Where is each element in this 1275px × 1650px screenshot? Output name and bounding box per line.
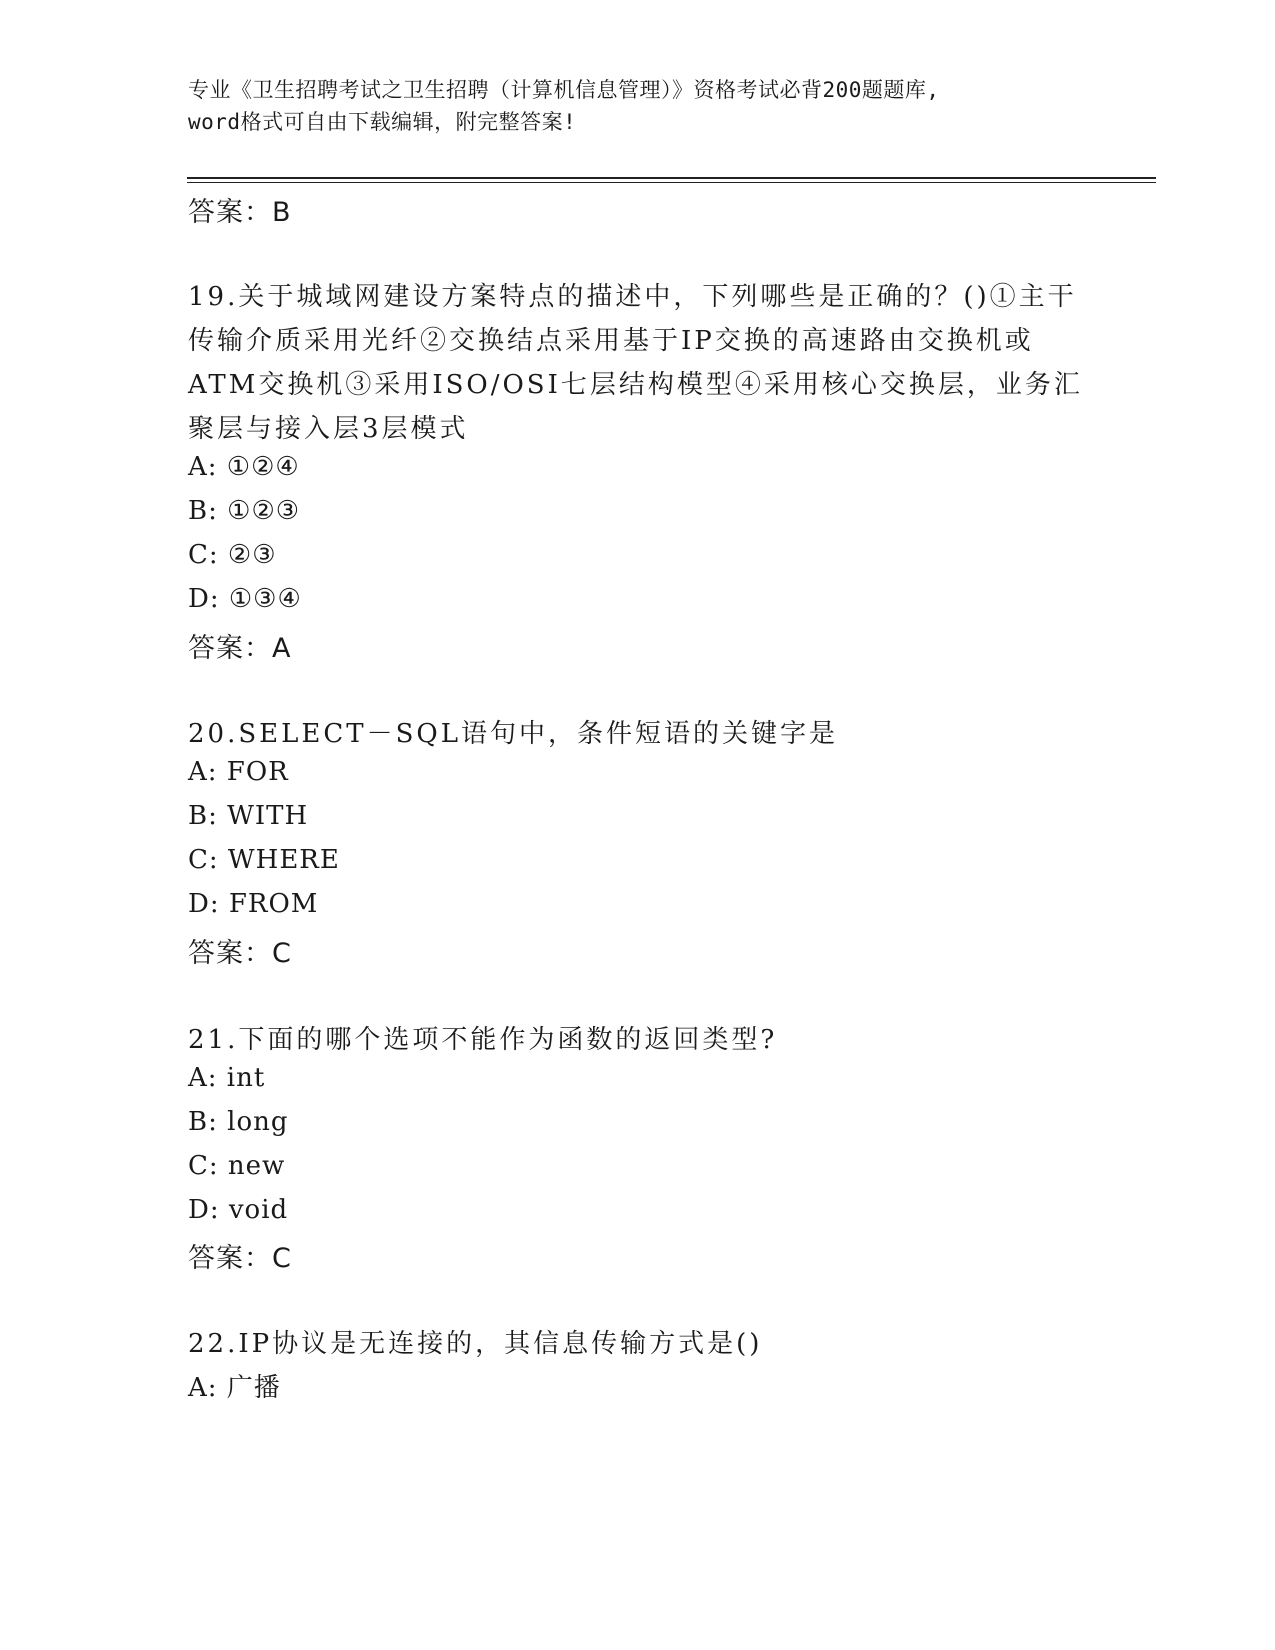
header-divider <box>187 177 1156 179</box>
option-b: B: WITH <box>188 801 309 831</box>
option-a: A: 广播 <box>188 1373 281 1403</box>
question-text-line: 22.IP协议是无连接的，其信息传输方式是() <box>188 1329 763 1359</box>
header-title-line-1: 专业《卫生招聘考试之卫生招聘（计算机信息管理）》资格考试必背200题题库, <box>188 78 940 102</box>
option-a: A: FOR <box>188 757 289 787</box>
question-text-line: 21.下面的哪个选项不能作为函数的返回类型? <box>188 1025 778 1055</box>
question-text-line: 19.关于城域网建设方案特点的描述中，下列哪些是正确的？()①主干 <box>188 282 1077 312</box>
option-d: D: ①③④ <box>188 584 302 614</box>
answer-line: 答案：A <box>188 633 292 664</box>
header-divider-thin <box>187 182 1156 183</box>
option-d: D: FROM <box>188 889 319 919</box>
question-text-line: 20.SELECT－SQL语句中，条件短语的关键字是 <box>188 719 839 749</box>
question-text-line: 传输介质采用光纤②交换结点采用基于IP交换的高速路由交换机或 <box>188 326 1034 356</box>
option-d: D: void <box>188 1195 289 1225</box>
option-a: A: ①②④ <box>188 452 300 482</box>
document-header <box>188 74 1088 138</box>
header-title-line-2: word格式可自由下载编辑，附完整答案! <box>188 110 577 134</box>
answer-line: 答案：B <box>188 197 292 228</box>
option-c: C: ②③ <box>188 540 277 570</box>
option-b: B: ①②③ <box>188 496 301 526</box>
option-a: A: int <box>188 1063 266 1093</box>
option-b: B: long <box>188 1107 289 1137</box>
question-text-line: ATM交换机③采用ISO/OSI七层结构模型④采用核心交换层，业务汇 <box>188 370 1083 400</box>
option-c: C: WHERE <box>188 845 340 875</box>
option-c: C: new <box>188 1151 286 1181</box>
question-text-line: 聚层与接入层3层模式 <box>188 414 469 444</box>
answer-line: 答案：C <box>188 1243 292 1274</box>
answer-line: 答案：C <box>188 938 292 969</box>
